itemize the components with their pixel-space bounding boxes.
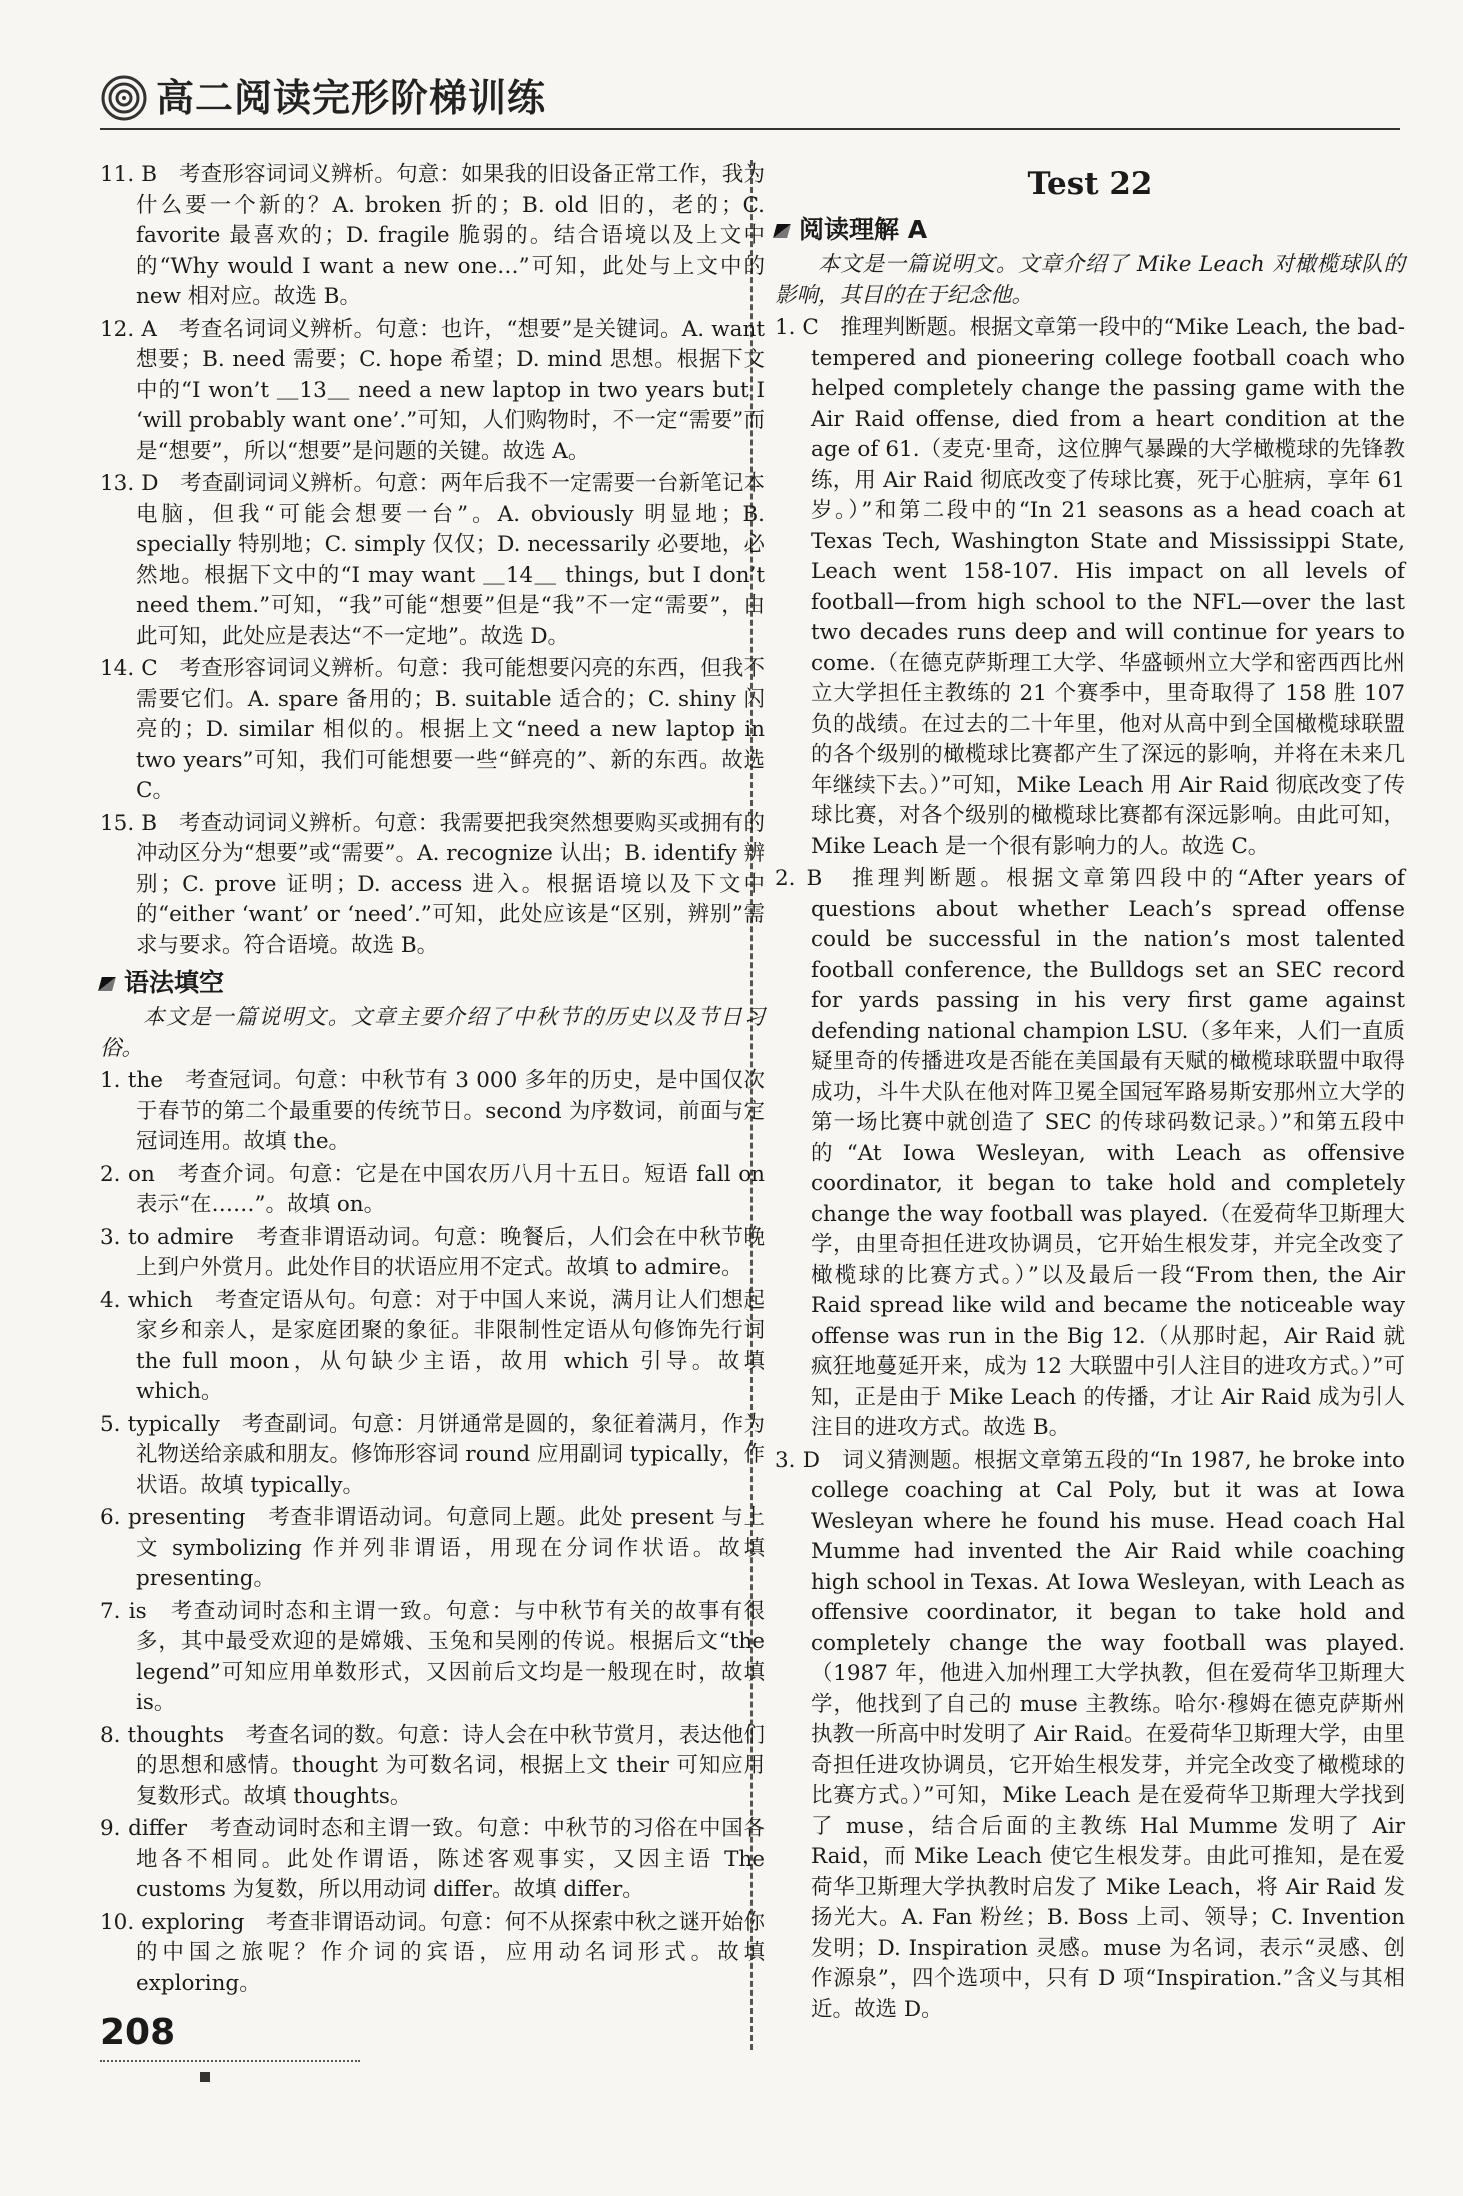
- answer-item: 3. D 词义猜测题。根据文章第五段的“In 1987, he broke into college coaching at Cal Poly, but it was at Iowa Wesleyan where he found his muse. Head coach Hal Mumme had invented the Air Raid while coaching high school in Texas. At Iowa Wesleyan, with Leach as offensive coordinator, it began to take hold and completely change the way football was played.（1987 年，他进入加州理工大学执教，但在爱荷华卫斯理大学，他找到了自己的 muse 主教练。哈尔·穆姆在德克萨斯州执教一所高中时发明了 Air Raid。在爱荷华卫斯理大学，由里奇担任进攻协调员，它开始生根发芽，并完全改变了橄榄球的比赛方式。）”可知，Mike Leach 是在爱荷华卫斯理大学找到了 muse，结合后面的主教练 Hal Mumme 发明了 Air Raid，而 Mike Leach 使它生根发芽。由此可推知，是在爱荷华卫斯理大学执教时启发了 Mike Leach，将 Air Raid 发扬光大。A. Fan 粉丝；B. Boss 上司、领导；C. Invention 发明；D. Inspiration 灵感。muse 为名词，表示“灵感、创作源泉”，四个选项中，只有 D 项“Inspiration.”含义与其相近。故选 D。: [775, 1447, 1405, 2022]
- answer-item: 7. is 考查动词时态和主谓一致。句意：与中秋节有关的故事有很多，其中最受欢迎的是嫦娥、玉兔和吴刚的传说。根据后文“the legend”可知应用单数形式，又因前后文均是一般现在时，故填 is。: [100, 1598, 765, 1715]
- section-marker-icon: [98, 977, 116, 991]
- answer-item: 2. B 推理判断题。根据文章第四段中的“After years of questions about whether Leach’s spread offense could be successful in the nation’s most talented football conference, the Bulldogs set an SEC record for yards passing in his very first game against defending national champion LSU.（多年来，人们一直质疑里奇的传播进攻是否能在美国最有天赋的橄榄球联盟中取得成功，斗牛犬队在他对阵卫冕全国冠军路易斯安那州立大学的第一场比赛中就创造了 SEC 的传球码数记录。）”和第五段中的“At Iowa Wesleyan, with Leach as offensive coordinator, it began to take hold and completely change the way football was played.（在爱荷华卫斯理大学，由里奇担任进攻协调员，它开始生根发芽，并完全改变了橄榄球的比赛方式。）”以及最后一段“From then, the Air Raid spread like wild and became the noticeable way offense was run in the Big 12.（从那时起，Air Raid 就疯狂地蔓延开来，成为 12 大联盟中引人注目的进攻方式。）”可知，正是由于 Mike Leach 的传播，才让 Air Raid 成为引人注目的进攻方式。故选 B。: [775, 866, 1405, 1440]
- answer-item: 2. on 考查介词。句意：它是在中国农历八月十五日。短语 fall on 表示“在……”。故填 on。: [100, 1161, 765, 1217]
- section-intro: 本文是一篇说明文。文章主要介绍了中秋节的历史以及节日习俗。: [100, 1005, 765, 1061]
- section-heading-grammar: 语法填空: [100, 965, 765, 1001]
- answer-item: 3. to admire 考查非谓语动词。句意：晚餐后，人们会在中秋节晚上到户外赏月。此处作目的状语应用不定式。故填 to admire。: [100, 1224, 765, 1280]
- answer-item: 5. typically 考查副词。句意：月饼通常是圆的，象征着满月，作为礼物送给亲戚和朋友。修饰形容词 round 应用副词 typically，作状语。故填 typically。: [100, 1411, 765, 1498]
- footer-square-icon: [200, 2072, 210, 2082]
- answer-item: 1. C 推理判断题。根据文章第一段中的“Mike Leach, the bad-tempered and pioneering college football coach who helped completely change the passing game with the Air Raid offense, died from a heart condition at the age of 61.（麦克·里奇，这位脾气暴躁的大学橄榄球的先锋教练，用 Air Raid 彻底改变了传球比赛，死于心脏病，享年 61 岁。）”和第二段中的“In 21 seasons as a head coach at Texas Tech, Washington State and Mississippi State, Leach went 158-107. His impact on all levels of football—from high school to the NFL—over the last two decades runs deep and will continue for years to come.（在德克萨斯理工大学、华盛顿州立大学和密西西比州立大学担任主教练的 21 个赛季中，里奇取得了 158 胜 107 负的战绩。在过去的二十年里，他对从高中到全国橄榄球联盟的各个级别的橄榄球比赛都产生了深远的影响，并将在未来几年继续下去。）”可知，Mike Leach 用 Air Raid 彻底改变了传球比赛，对各个级别的橄榄球比赛都有深远影响。由此可知，Mike Leach 是一个很有影响力的人。故选 C。: [775, 315, 1405, 859]
- spiral-logo-icon: [100, 74, 148, 122]
- right-column: [775, 160, 1405, 2027]
- footer-rule: [100, 2060, 360, 2062]
- book-title: 高二阅读完形阶梯训练: [156, 76, 547, 120]
- answer-item: 13. D 考查副词词义辨析。句意：两年后我不一定需要一台新笔记本电脑，但我“可能会想要一台”。A. obviously 明显地；B. specially 特别地；C. simply 仅仅；D. necessarily 必要地，必然地。根据下文中的“I may want ＿14＿ things, but I don’t need them.”可知，“我”可能“想要”但是“我”不一定“需要”，由此可知，此处应是表达“不一定地”。故选 D。: [100, 471, 765, 649]
- answer-item: 11. B 考查形容词词义辨析。句意：如果我的旧设备正常工作，我为什么要一个新的？A. broken 折的；B. old 旧的，老的；C. favorite 最喜欢的；D. fragile 脆弱的。结合语境以及上文中的“Why would I want a new one…”可知，此处与上文中的 new 相对应。故选 B。: [100, 162, 765, 309]
- answer-item: 15. B 考查动词词义辨析。句意：我需要把我突然想要购买或拥有的冲动区分为“想要”或“需要”。A. recognize 认出；B. identify 辨别；C. prove 证明；D. access 进入。根据语境以及下文中的“either ‘want’ or ‘need’.”可知，此处应该是“区别，辨别”需求与要求。符合语境。故选 B。: [100, 810, 765, 958]
- answer-item: 9. differ 考查动词时态和主谓一致。句意：中秋节的习俗在中国各地各不相同。此处作谓语，陈述客观事实，又因主语 The customs 为复数，所以用动词 differ。故填 differ。: [100, 1816, 765, 1902]
- page-header: [100, 70, 1370, 130]
- answer-item: 10. exploring 考查非谓语动词。句意：何不从探索中秋之谜开始你的中国之旅呢？作介词的宾语，应用动名词形式。故填 exploring。: [100, 1909, 765, 1996]
- section-intro: 本文是一篇说明文。文章介绍了 Mike Leach 对橄榄球队的影响，其目的在于纪念他。: [775, 252, 1405, 308]
- test-title: Test 22: [1027, 166, 1153, 202]
- section-heading-reading: 阅读理解 A: [775, 212, 1405, 248]
- answer-item: 12. A 考查名词词义辨析。句意：也许，“想要”是关键词。A. want 想要；B. need 需要；C. hope 希望；D. mind 思想。根据下文中的“I won’t ＿13＿ need a new laptop in two years but I ‘will probably want one’.”可知，人们购物时，不一定“需要”而是“想要”，所以“想要”是问题的关键。故选 A。: [100, 316, 765, 464]
- answer-item: 1. the 考查冠词。句意：中秋节有 3 000 多年的历史，是中国仅次于春节的第二个最重要的传统节日。second 为序数词，前面与定冠词连用。故填 the。: [100, 1068, 765, 1154]
- answer-item: 8. thoughts 考查名词的数。句意：诗人会在中秋节赏月，表达他们的思想和感情。thought 为可数名词，根据上文 their 可知应用复数形式。故填 thoughts。: [100, 1722, 765, 1809]
- answer-item: 4. which 考查定语从句。句意：对于中国人来说，满月让人们想起家乡和亲人，是家庭团聚的象征。非限制性定语从句修饰先行词 the full moon，从句缺少主语，故用 which 引导。故填 which。: [100, 1287, 765, 1404]
- header-rule: [100, 128, 1400, 130]
- page-number: 208: [100, 2012, 176, 2053]
- section-marker-icon: [773, 224, 791, 238]
- left-column: [100, 160, 765, 2001]
- answer-item: 14. C 考查形容词词义辨析。句意：我可能想要闪亮的东西，但我不需要它们。A. spare 备用的；B. suitable 适合的；C. shiny 闪亮的；D. similar 相似的。根据上文“need a new laptop in two years”可知，我们可能想要一些“鲜亮的”、新的东西。故选 C。: [100, 656, 765, 803]
- answer-item: 6. presenting 考查非谓语动词。句意同上题。此处 present 与上文 symbolizing 作并列非谓语，用现在分词作状语。故填 presenting。: [100, 1505, 765, 1591]
